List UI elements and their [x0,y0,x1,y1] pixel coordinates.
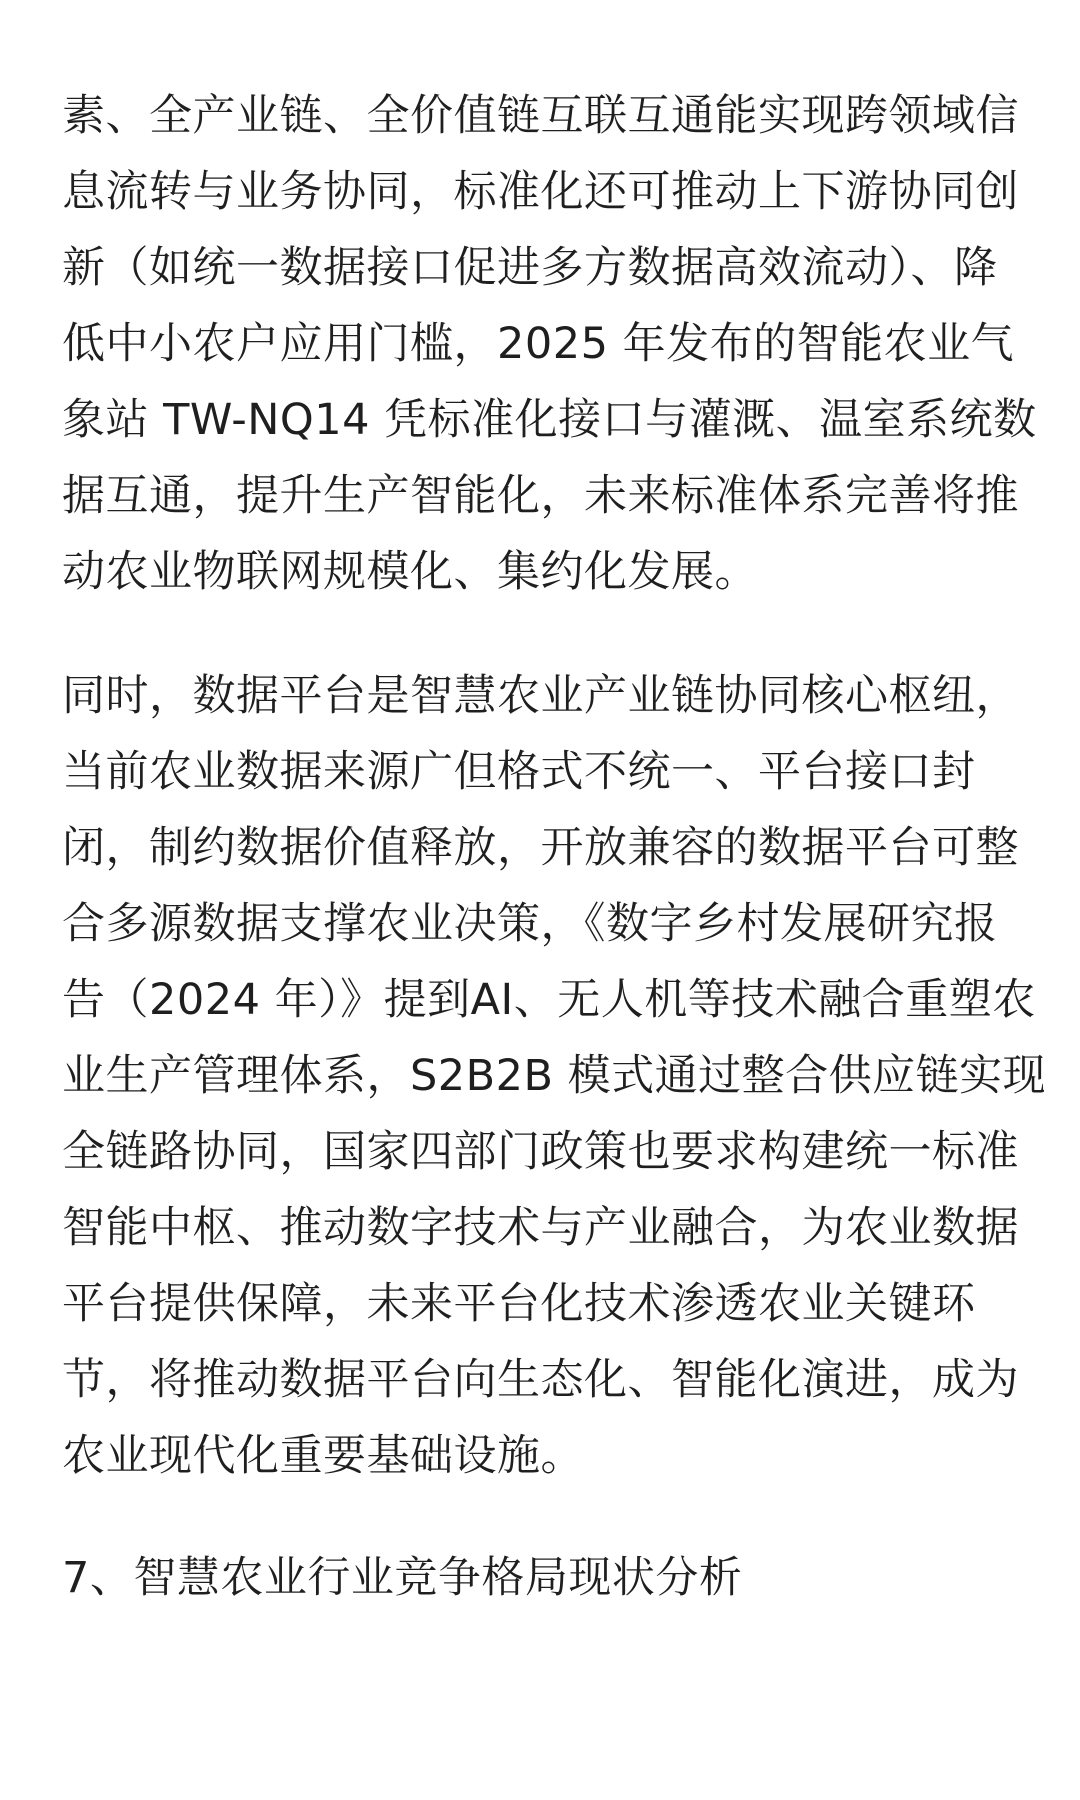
text-line: 息流转与业务协同，标准化还可推动上下游协同创 [62,167,1019,217]
text-line: 告（2024 年）》提到AI、无人机等技术融合重塑农 [62,975,1036,1025]
text-line: 当前农业数据来源广但格式不统一、平台接口封 [62,747,976,797]
paragraph-spacer [62,1494,1022,1540]
text-line: 象站 TW-NQ14 凭标准化接口与灌溉、温室系统数 [62,395,1037,445]
heading-text: 7、智慧农业行业竞争格局现状分析 [62,1553,743,1603]
paragraph-data-platform [62,658,1047,1494]
text-line: 新（如统一数据接口促进多方数据高效流动）、降 [62,243,998,293]
text-line: 农业现代化重要基础设施。 [62,1431,584,1481]
text-line: 闭，制约数据价值释放，开放兼容的数据平台可整 [62,823,1019,873]
text-line: 素、全产业链、全价值链互联互通能实现跨领域信 [62,91,1019,141]
text-line: 低中小农户应用门槛，2025 年发布的智能农业气 [62,319,1015,369]
paragraph-spacer [62,610,1022,658]
text-line: 同时，数据平台是智慧农业产业链协同核心枢纽， [62,671,1019,721]
article-body [62,78,1047,1616]
text-line: 业生产管理体系，S2B2B 模式通过整合供应链实现 [62,1051,1047,1101]
text-line: 合多源数据支撑农业决策，《数字乡村发展研究报 [62,899,998,949]
text-line: 节，将推动数据平台向生态化、智能化演进，成为 [62,1355,1019,1405]
section-heading [62,1540,1022,1616]
paragraph-standardization [62,78,1037,610]
text-line: 据互通，提升生产智能化，未来标准体系完善将推 [62,471,1019,521]
text-line: 全链路协同，国家四部门政策也要求构建统一标准 [62,1127,1019,1177]
text-line: 平台提供保障，未来平台化技术渗透农业关键环 [62,1279,976,1329]
text-line: 智能中枢、推动数字技术与产业融合，为农业数据 [62,1203,1019,1253]
text-line: 动农业物联网规模化、集约化发展。 [62,547,758,597]
